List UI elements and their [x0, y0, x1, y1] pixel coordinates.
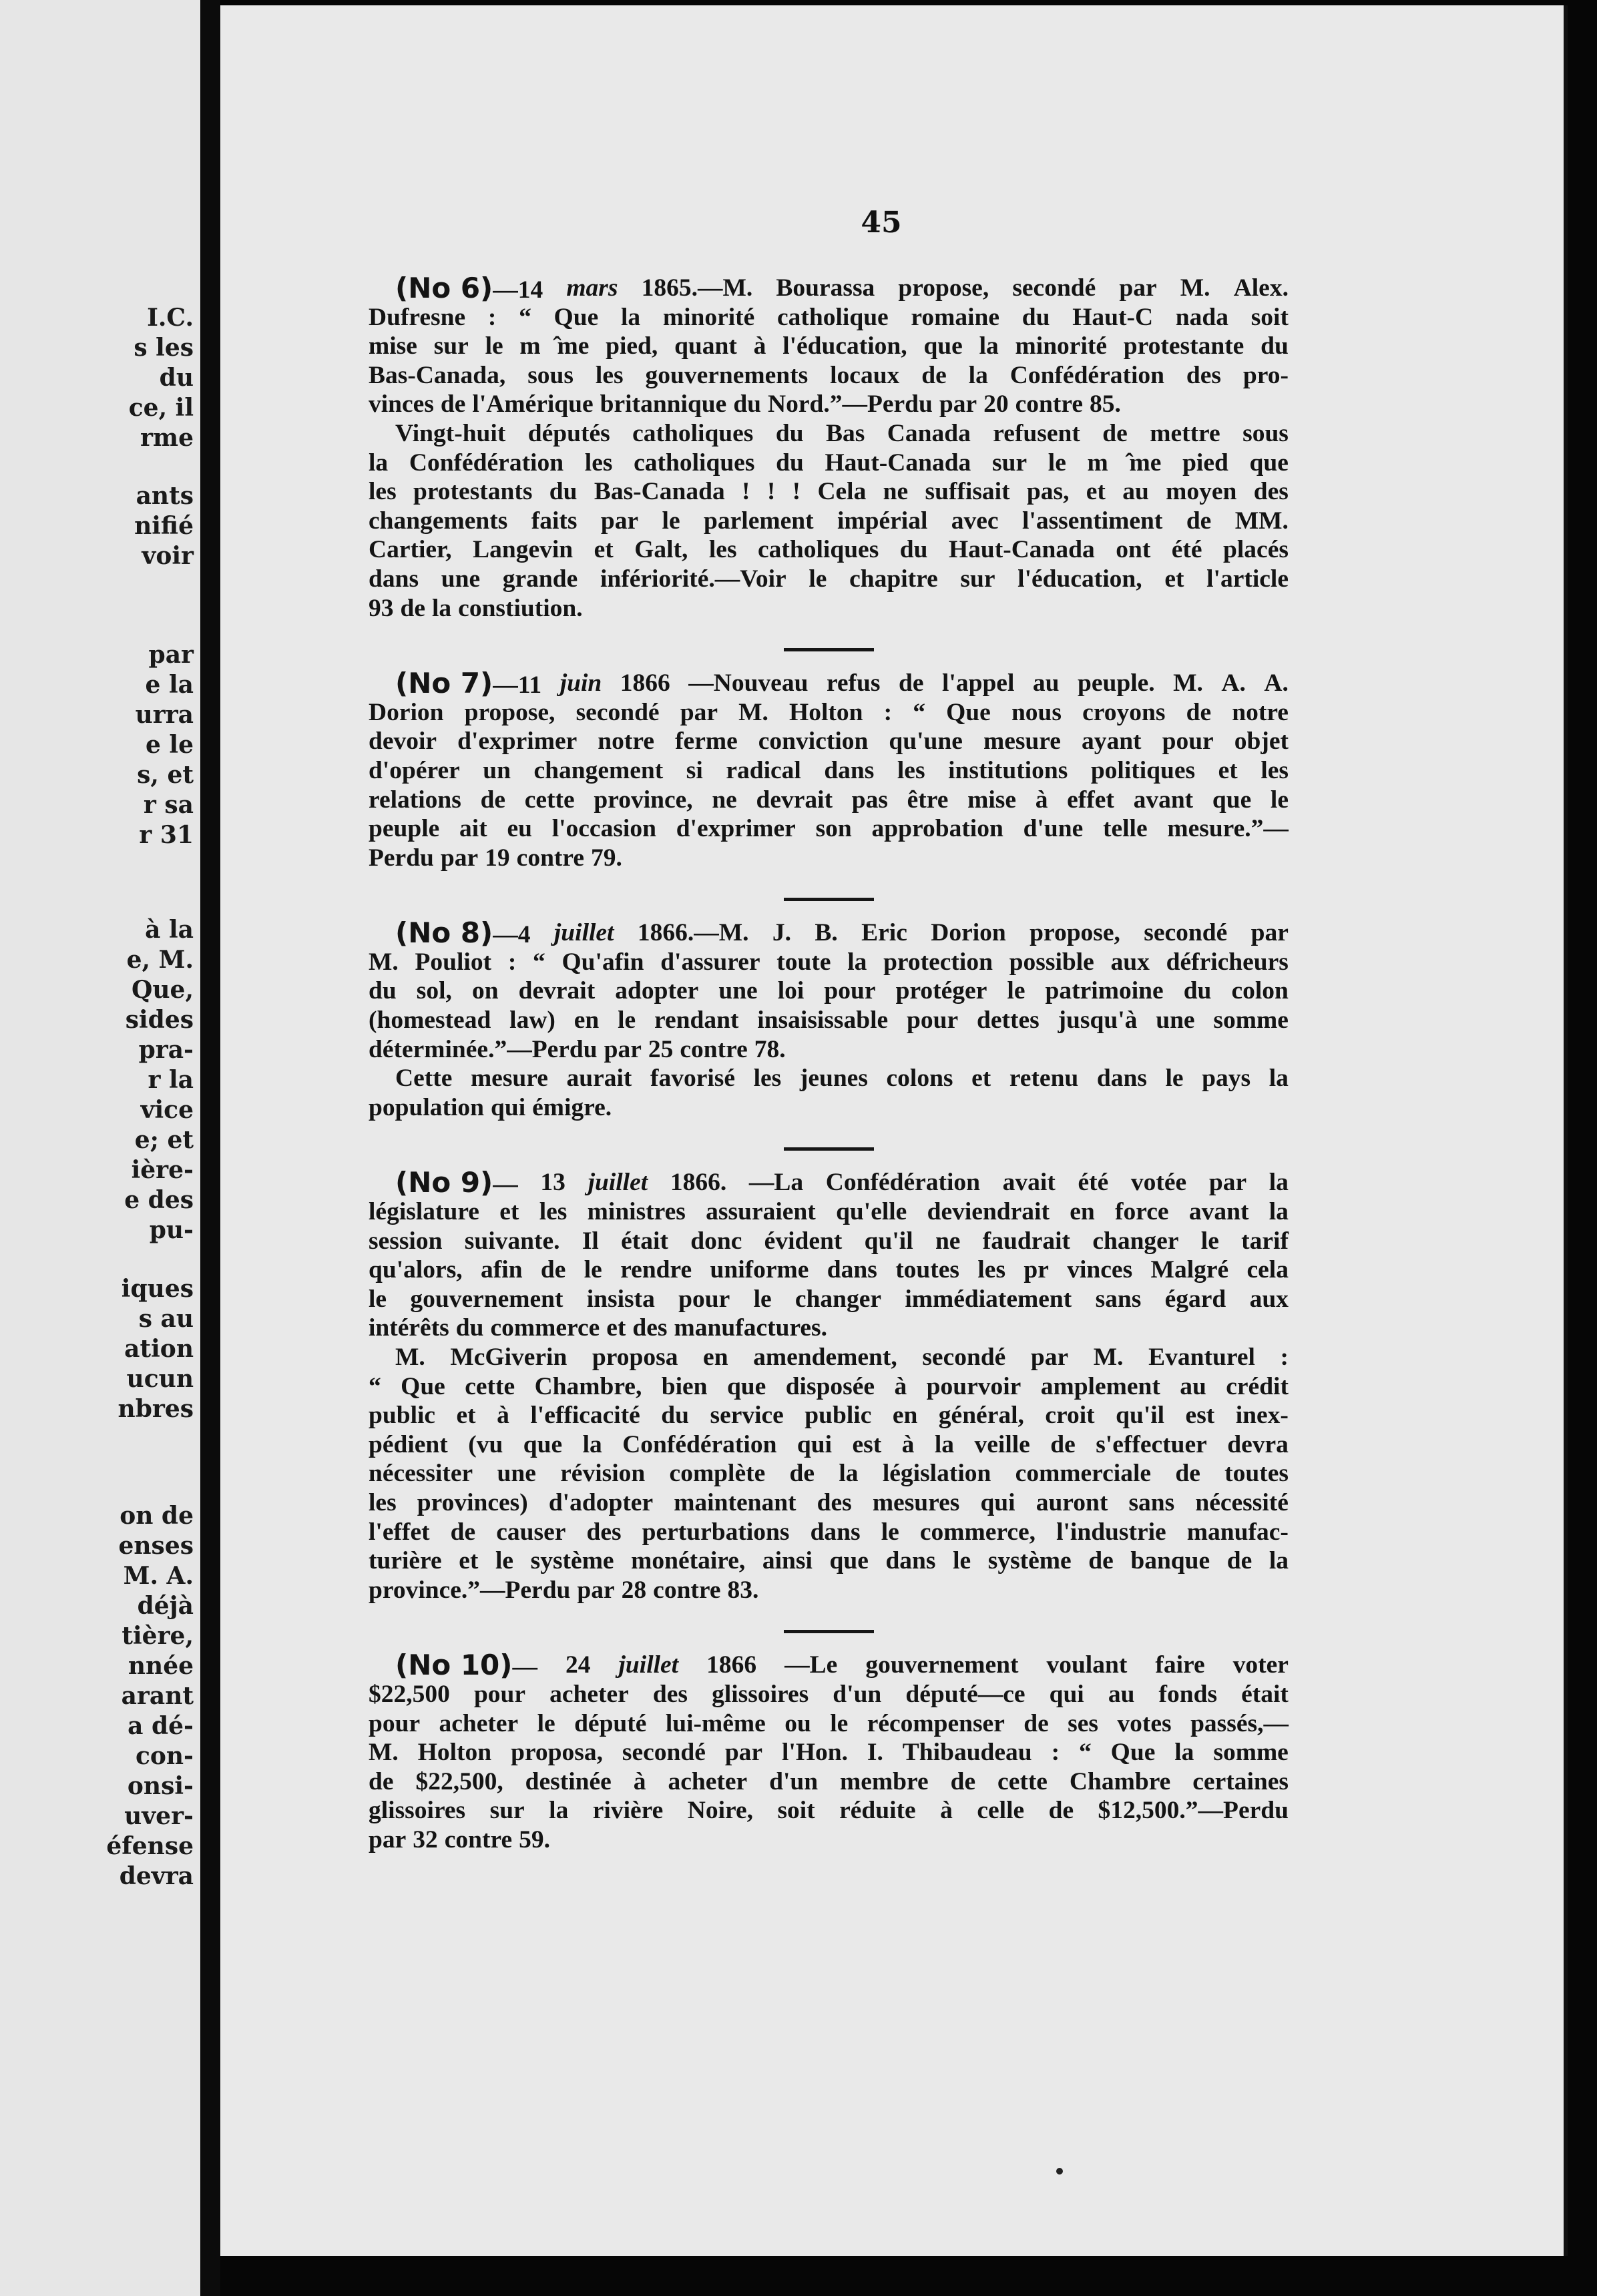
margin-fragment: nbres: [118, 1395, 194, 1423]
page-number: 45: [861, 206, 902, 240]
text-line: vinces de l'Amérique britannique du Nord.”—Perdu par 20 contre 85.: [369, 390, 1121, 418]
text-line: l'effet de causer des perturbations dans le commerce, l'industrie manufac-: [369, 1518, 1289, 1546]
margin-fragment: a dé-: [128, 1712, 194, 1740]
text-line: Cartier, Langevin et Galt, les catholiques du Haut-Canada ont été placés: [369, 536, 1289, 564]
text-line: les provinces) d'adopter maintenant des mesures qui auront sans nécessité: [369, 1488, 1289, 1516]
margin-fragment: on de: [120, 1502, 194, 1530]
margin-fragment: uver-: [124, 1802, 194, 1830]
margin-fragment: arant: [121, 1682, 194, 1710]
margin-fragment: nifié: [134, 512, 194, 540]
margin-fragment: s les: [134, 334, 194, 362]
margin-fragment: iques: [121, 1275, 194, 1303]
entry-number: (No 9): [395, 1166, 493, 1199]
margin-fragment: r sa: [143, 791, 194, 819]
section-rule: [784, 1630, 874, 1633]
previous-page-margin: [0, 0, 200, 2296]
section-rule: [784, 1147, 874, 1151]
text-line: turière et le système monétaire, ainsi que dans le système de banque de la: [369, 1547, 1289, 1575]
entry-number: (No 8): [395, 916, 493, 950]
margin-fragment: I.C.: [147, 304, 194, 332]
text-line: “ Que cette Chambre, bien que disposée à pourvoir amplement au crédit: [369, 1372, 1289, 1400]
text-line: de $22,500, destinée à acheter d'un membre de cette Chambre certaines: [369, 1767, 1289, 1795]
text-line: (No 8)—4 juillet 1866.—M. J. B. Eric Dorion propose, secondé par: [395, 916, 1289, 950]
text-line: par 32 contre 59.: [369, 1825, 550, 1853]
text-line: la Confédération les catholiques du Haut-Canada sur le m ̂me pied que: [369, 449, 1289, 477]
text-line: intérêts du commerce et des manufactures.: [369, 1314, 828, 1342]
margin-fragment: Que,: [132, 976, 194, 1004]
text-line: population qui émigre.: [369, 1093, 612, 1121]
margin-fragment: ucun: [126, 1365, 194, 1393]
text-line: M. McGiverin proposa en amendement, secondé par M. Evanturel :: [395, 1344, 1289, 1371]
speck: [1056, 2168, 1063, 2175]
text-line: pour acheter le député lui-même ou le récompenser de ses votes passés,—: [369, 1709, 1289, 1737]
text-line: (homestead law) en le rendant insaisissable pour dettes jusqu'à une somme: [369, 1007, 1289, 1035]
margin-fragment: nnée: [128, 1652, 194, 1680]
page-body: [369, 274, 1289, 1855]
margin-fragment: ce, il: [128, 394, 194, 422]
margin-fragment: pra-: [138, 1036, 194, 1064]
text-line: province.”—Perdu par 28 contre 83.: [369, 1576, 759, 1604]
margin-fragment: ation: [124, 1335, 194, 1363]
entry: [369, 274, 1289, 623]
margin-fragment: e, M.: [126, 946, 194, 974]
text-line: devoir d'exprimer notre ferme conviction qu'une mesure ayant pour objet: [369, 728, 1289, 756]
text-line: déterminée.”—Perdu par 25 contre 78.: [369, 1035, 786, 1063]
margin-fragment: du: [159, 364, 194, 392]
text-line: d'opérer un changement si radical dans les institutions politiques et les: [369, 756, 1289, 784]
margin-fragment: e le: [145, 731, 194, 759]
text-line: du sol, on devrait adopter une loi pour protéger le patrimoine du colon: [369, 977, 1289, 1005]
margin-fragment: ants: [136, 482, 194, 510]
text-line: peuple ait eu l'occasion d'exprimer son approbation d'une telle mesure.”—: [369, 815, 1289, 843]
text-line: dans une grande infériorité.—Voir le chapitre sur l'éducation, et l'article: [369, 565, 1289, 593]
margin-fragment: enses: [118, 1532, 194, 1560]
text-line: (No 9)— 13 juillet 1866. —La Confédération avait été votée par la: [395, 1166, 1289, 1199]
text-line: $22,500 pour acheter des glissoires d'un député—ce qui au fonds était: [369, 1680, 1289, 1708]
text-line: session suivante. Il était donc évident qu'il ne faudrait changer le tarif: [369, 1227, 1289, 1255]
text-line: Dufresne : “ Que la minorité catholique romaine du Haut-C nada soit: [369, 303, 1289, 331]
margin-fragment: éfense: [106, 1832, 194, 1860]
margin-fragment: à la: [145, 916, 194, 944]
text-line: qu'alors, afin de le rendre uniforme dans toutes les pr vinces Malgré cela: [369, 1256, 1289, 1284]
entry-number: (No 10): [395, 1649, 513, 1682]
section-rule: [784, 898, 874, 901]
margin-fragment: r 31: [139, 821, 194, 849]
entry-number: (No 6): [395, 272, 493, 304]
text-line: mise sur le m ̂me pied, quant à l'éducation, que la minorité protestante du: [369, 332, 1289, 360]
text-line: pédient (vu que la Confédération qui est à la veille de s'effectuer devra: [369, 1430, 1289, 1458]
entry: [369, 918, 1289, 1122]
text-line: M. Holton proposa, secondé par l'Hon. I. Thibaudeau : “ Que la somme: [369, 1739, 1289, 1767]
margin-fragment: urra: [135, 701, 194, 729]
margin-fragment: sides: [125, 1006, 194, 1034]
text-line: législature et les ministres assuraient qu'elle deviendrait en force avant la: [369, 1198, 1289, 1226]
book-page: [220, 5, 1568, 2256]
margin-fragment: tière,: [122, 1622, 194, 1650]
margin-fragment: devra: [119, 1862, 194, 1890]
margin-fragment: s au: [138, 1305, 194, 1333]
text-line: public et à l'efficacité du service public en général, croit qu'il est inex-: [369, 1402, 1289, 1430]
margin-fragment: r la: [148, 1066, 194, 1094]
text-line: le gouvernement insista pour le changer immédiatement sans égard aux: [369, 1285, 1289, 1313]
text-line: glissoires sur la rivière Noire, soit réduite à celle de $12,500.”—Perdu: [369, 1797, 1289, 1825]
text-line: nécessiter une révision complète de la législation commerciale de toutes: [369, 1460, 1289, 1488]
margin-fragment: e des: [124, 1186, 194, 1214]
text-line: Perdu par 19 contre 79.: [369, 844, 622, 872]
margin-fragment: vice: [140, 1096, 194, 1124]
entry: [369, 1651, 1289, 1854]
margin-fragment: pu-: [149, 1216, 194, 1244]
text-line: M. Pouliot : “ Qu'afin d'assurer toute la protection possible aux défricheurs: [369, 948, 1289, 976]
text-line: (No 10)— 24 juillet 1866 —Le gouvernement voulant faire voter: [395, 1649, 1289, 1682]
text-line: Cette mesure aurait favorisé les jeunes colons et retenu dans le pays la: [395, 1065, 1289, 1093]
entry: [369, 669, 1289, 872]
margin-fragment: M. A.: [123, 1562, 194, 1590]
margin-fragment: voir: [142, 542, 194, 570]
margin-fragment: onsi-: [127, 1772, 194, 1800]
text-line: (No 7)—11 juin 1866 —Nouveau refus de l'appel au peuple. M. A. A.: [395, 667, 1289, 700]
entry: [369, 1168, 1289, 1605]
margin-fragment: déjà: [137, 1592, 194, 1620]
entry-number: (No 7): [395, 667, 493, 700]
margin-fragment: e la: [145, 671, 194, 699]
text-line: Bas-Canada, sous les gouvernements locaux de la Confédération des pro-: [369, 361, 1289, 389]
margin-fragment: rme: [140, 424, 194, 452]
text-line: relations de cette province, ne devrait pas être mise à effet avant que le: [369, 786, 1289, 814]
margin-fragment: con-: [135, 1742, 194, 1770]
margin-fragment: e; et: [134, 1126, 194, 1154]
text-line: changements faits par le parlement impérial avec l'assentiment de MM.: [369, 507, 1289, 535]
text-line: (No 6)—14 mars 1865.—M. Bourassa propose, secondé par M. Alex.: [395, 272, 1289, 304]
text-line: les protestants du Bas-Canada ! ! ! Cela ne suffisait pas, et au moyen des: [369, 478, 1289, 506]
page-gutter: [200, 0, 220, 2296]
text-line: Dorion propose, secondé par M. Holton : “ Que nous croyons de notre: [369, 698, 1289, 726]
text-line: 93 de la constiution.: [369, 594, 583, 622]
section-rule: [784, 648, 874, 651]
margin-fragment: ière-: [131, 1156, 194, 1184]
margin-fragment: s, et: [137, 761, 194, 789]
text-line: Vingt-huit députés catholiques du Bas Canada refusent de mettre sous: [395, 419, 1289, 447]
margin-fragment: par: [148, 641, 194, 669]
